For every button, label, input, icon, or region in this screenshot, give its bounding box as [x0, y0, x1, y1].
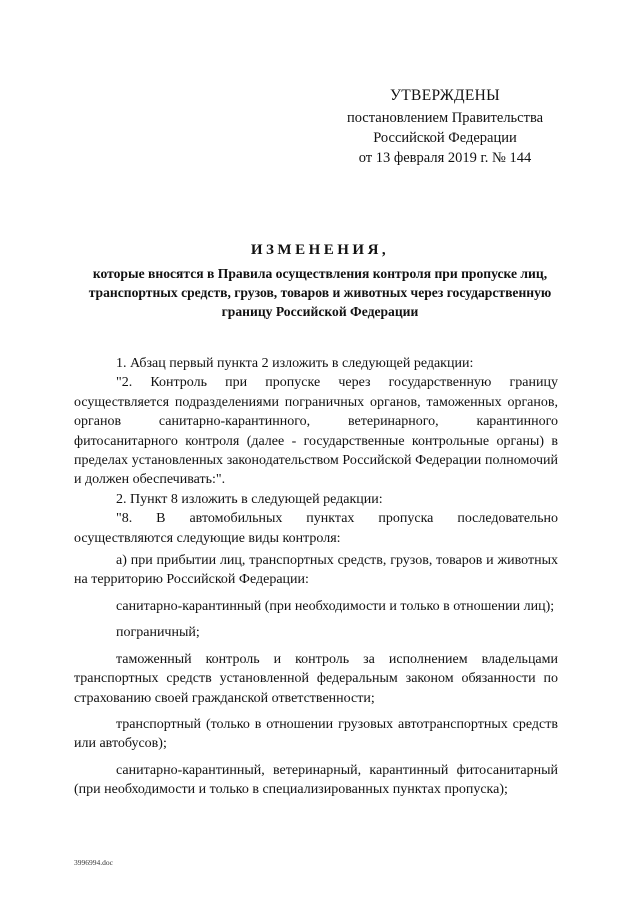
paragraph: санитарно-карантинный (при необходимости и только в отношении лиц);	[116, 598, 555, 614]
document-title: ИЗМЕНЕНИЯ,	[250, 242, 390, 258]
approval-title: УТВЕРЖДЕНЫ	[390, 87, 500, 104]
approval-line: постановлением Правительства	[346, 110, 544, 126]
document-body	[74, 354, 558, 800]
document-subtitle: которые вносятся в Правила осуществления контроля при пропуске лиц, транспортных средств, грузов, товаров и животных через государственную границу Российской Федерации	[88, 266, 552, 319]
file-code: 3996994.doc	[74, 858, 113, 867]
paragraph: "8. В автомобильных пунктах пропуска последовательно осуществляются следующие виды контроля:	[74, 511, 558, 546]
paragraph: таможенный контроль и контроль за исполнением владельцами транспортных средств установленной федеральным законом обязанности по страхованию своей гражданской ответственности;	[74, 651, 558, 706]
paragraph: пограничный;	[116, 625, 200, 641]
paragraph: "2. Контроль при пропуске через государственную границу осуществляется подразделениями пограничных органов, таможенных органов, органов санитарно-карантинного, ветеринарного, карантинного фитосанитарного контроля (далее - государственные контрольные органы) в пределах установленных законодательством Российской Федерации полномочий и должен обеспечивать:".	[74, 375, 558, 488]
paragraph: транспортный (только в отношении грузовых автотранспортных средств или автобусов);	[74, 716, 558, 752]
approval-block	[330, 86, 560, 168]
paragraph: 1. Абзац первый пункта 2 изложить в следующей редакции:	[116, 356, 474, 371]
paragraph: 2. Пункт 8 изложить в следующей редакции:	[116, 491, 383, 507]
approval-line: Российской Федерации	[373, 130, 517, 146]
approval-date-number: от 13 февраля 2019 г. № 144	[358, 150, 532, 166]
paragraph: а) при прибытии лиц, транспортных средств, грузов, товаров и животных на территорию Российской Федерации:	[74, 553, 558, 588]
paragraph: санитарно-карантинный, ветеринарный, карантинный фитосанитарный (при необходимости и только в специализированных пунктах пропуска);	[74, 762, 558, 798]
